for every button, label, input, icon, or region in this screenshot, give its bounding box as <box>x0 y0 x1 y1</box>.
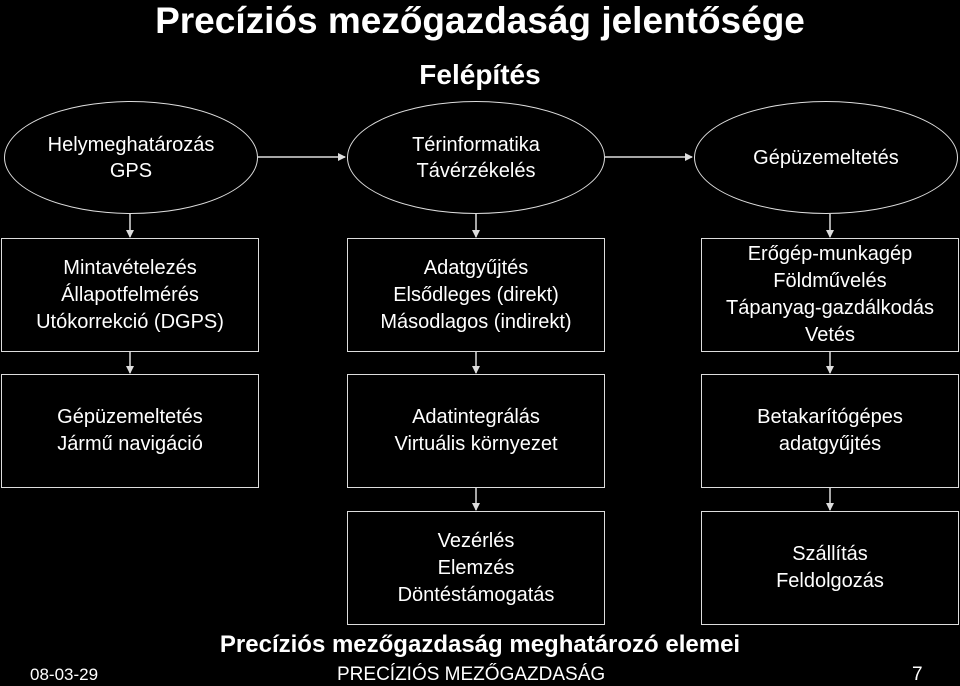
node-mintavetelezes <box>1 238 259 352</box>
node-line: Elemzés <box>437 556 515 579</box>
node-line: Jármű navigáció <box>57 433 203 455</box>
node-line: Tápanyag-gazdálkodás <box>726 297 934 319</box>
node-line: Mintavételezés <box>63 256 197 279</box>
node-line: Elsődleges (direkt) <box>393 283 559 306</box>
node-adatintegralas <box>347 374 605 488</box>
node-erogep-munkagep <box>701 238 959 352</box>
node-betakaritogepes <box>701 374 959 488</box>
node-vezerles <box>347 511 605 625</box>
footer-title: PRECÍZIÓS MEZŐGAZDASÁG <box>337 664 606 685</box>
node-line: Virtuális környezet <box>394 433 558 455</box>
node-line: Másodlagos (indirekt) <box>380 310 572 333</box>
node-adatgyujtes <box>347 238 605 352</box>
node-line: Betakarítógépes <box>757 406 903 428</box>
node-helymeghatarozas <box>4 101 258 214</box>
node-szallitas <box>701 511 959 625</box>
node-line: Vetés <box>804 324 856 346</box>
footer-date: 08-03-29 <box>30 665 99 684</box>
node-gepuzemeltetes-top <box>694 101 958 214</box>
page-title: Precíziós mezőgazdaság jelentősége <box>155 0 805 41</box>
node-line: adatgyűjtés <box>778 433 882 455</box>
node-line: Erőgép-munkagép <box>747 243 913 265</box>
node-line: Adatintegrálás <box>412 406 540 428</box>
node-line: Feldolgozás <box>776 570 884 592</box>
node-line: Szállítás <box>792 543 868 565</box>
node-line: Térinformatika <box>412 133 540 156</box>
node-line: Földművelés <box>773 270 887 292</box>
node-line: Gépüzemeltetés <box>57 406 203 428</box>
node-line: GPS <box>109 159 153 182</box>
node-line: Gépüzemeltetés <box>753 146 899 169</box>
node-line: Adatgyűjtés <box>423 256 529 279</box>
node-line: Vezérlés <box>437 529 515 552</box>
node-line: Döntéstámogatás <box>397 583 555 606</box>
page-number: 7 <box>912 664 923 685</box>
node-line: Távérzékelés <box>416 159 536 182</box>
node-line: Helymeghatározás <box>47 133 215 156</box>
node-gepuzemeltetes-navigacio <box>1 374 259 488</box>
diagram-caption: Precíziós mezőgazdaság meghatározó elemei <box>219 631 741 658</box>
node-terinformatika <box>347 101 605 214</box>
node-line: Állapotfelmérés <box>61 283 199 306</box>
node-line: Utókorrekció (DGPS) <box>36 310 224 333</box>
page-subtitle: Felépítés <box>419 59 541 90</box>
